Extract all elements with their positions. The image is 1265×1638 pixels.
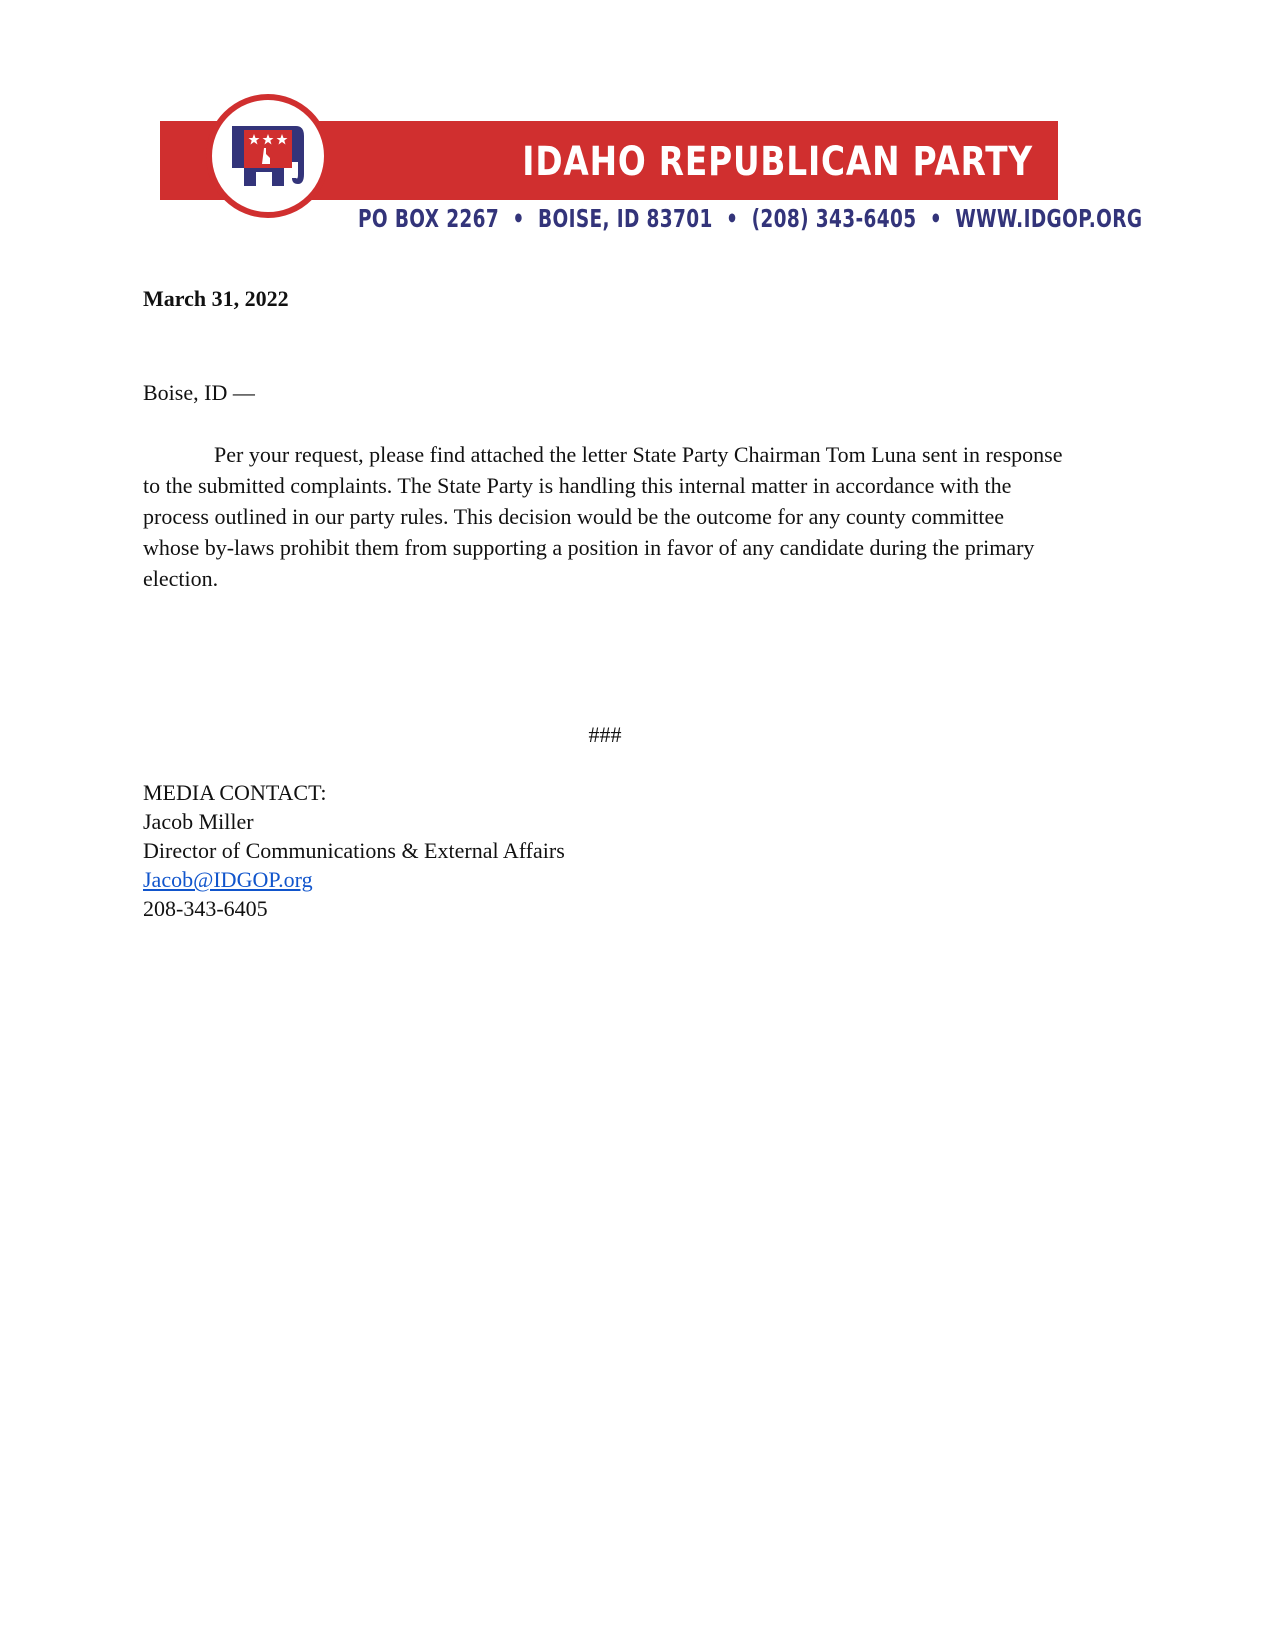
separator-dot: • xyxy=(512,204,525,233)
media-contact xyxy=(143,778,565,923)
po-box: PO BOX 2267 xyxy=(358,204,500,233)
phone: (208) 343-6405 xyxy=(751,204,917,233)
gop-elephant-logo xyxy=(206,94,330,218)
separator-dot: • xyxy=(929,204,943,233)
letterhead-contact xyxy=(358,205,1142,233)
website: WWW.IDGOP.ORG xyxy=(955,204,1143,233)
organization-name: IDAHO REPUBLICAN PARTY xyxy=(522,139,1034,185)
end-mark: ### xyxy=(588,722,622,747)
city: BOISE, ID 83701 xyxy=(538,204,713,233)
contact-phone: 208-343-6405 xyxy=(143,896,268,921)
elephant-icon xyxy=(226,122,310,192)
body-paragraph xyxy=(143,439,1063,594)
media-contact-heading: MEDIA CONTACT: xyxy=(143,780,327,805)
contact-title: Director of Communications & External Affairs xyxy=(143,838,565,863)
body-text: Per your request, please find attached the letter State Party Chairman Tom Luna sent in response to the submitted complaints. The State Party is handling this internal matter in accordance with the process outlined in our party rules. This decision would be the outcome for any county committee whose by-laws prohibit them from supporting a position in favor of any candidate during the primary election. xyxy=(143,442,1063,591)
dateline: Boise, ID — xyxy=(143,380,255,405)
contact-email-link[interactable]: Jacob@IDGOP.org xyxy=(143,867,313,892)
separator-dot: • xyxy=(726,204,739,233)
letter-date: March 31, 2022 xyxy=(143,286,289,311)
contact-name: Jacob Miller xyxy=(143,809,254,834)
